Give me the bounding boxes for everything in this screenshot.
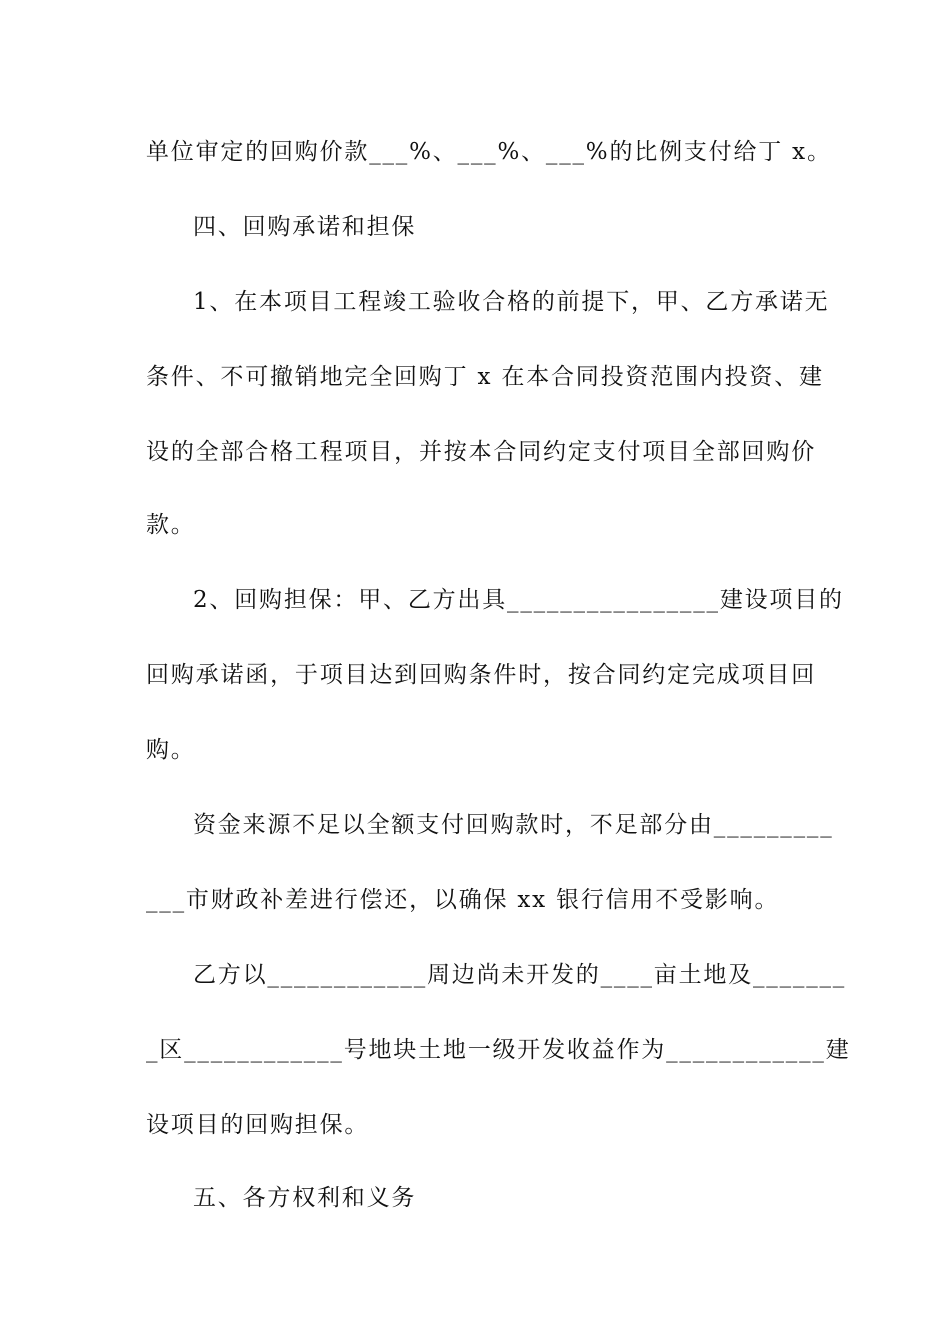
section-heading-5: 五、各方权利和义务 — [193, 1185, 417, 1211]
paragraph-line-1: 单位审定的回购价款___%、___%、___%的比例支付给丁 x。 — [146, 139, 832, 165]
funding-paragraph-line-1: 资金来源不足以全额支付回购款时，不足部分由_________ — [193, 812, 834, 838]
guarantee-paragraph-line-3: 设项目的回购担保。 — [146, 1112, 370, 1138]
clause-1-line-1: 1、在本项目工程竣工验收合格的前提下，甲、乙方承诺无 — [193, 289, 830, 315]
clause-2-line-1: 2、回购担保：甲、乙方出具________________建设项目的 — [193, 587, 844, 613]
funding-paragraph-line-2: ___市财政补差进行偿还，以确保 xx 银行信用不受影响。 — [146, 887, 780, 913]
clause-1-line-4: 款。 — [146, 512, 196, 538]
guarantee-paragraph-line-1: 乙方以____________周边尚未开发的____亩土地及_______ — [193, 962, 847, 988]
clause-1-line-3: 设的全部合格工程项目，并按本合同约定支付项目全部回购价 — [146, 439, 816, 465]
section-heading-4: 四、回购承诺和担保 — [193, 214, 417, 240]
clause-2-line-2: 回购承诺函，于项目达到回购条件时，按合同约定完成项目回 — [146, 662, 816, 688]
clause-2-line-3: 购。 — [146, 737, 196, 763]
clause-1-line-2: 条件、不可撤销地完全回购丁 x 在本合同投资范围内投资、建 — [146, 364, 824, 390]
guarantee-paragraph-line-2: _区____________号地块土地一级开发收益作为____________建 — [146, 1037, 851, 1063]
